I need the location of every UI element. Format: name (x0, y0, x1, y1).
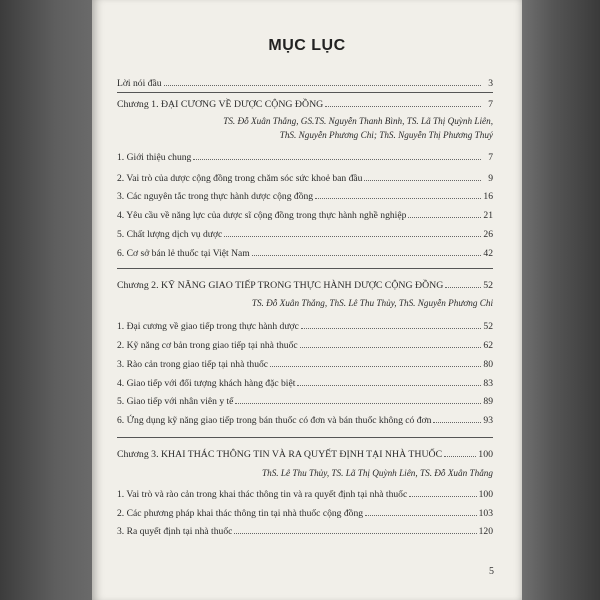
toc-section-page: 52 (483, 321, 493, 332)
leader-dots (409, 496, 476, 497)
toc-section[interactable] (117, 356, 493, 370)
toc-section[interactable] (117, 412, 493, 426)
author-line: TS. Đỗ Xuân Thắng, ThS. Lê Thu Thủy, ThS. Nguyễn Phương Chi (251, 298, 493, 308)
toc-section-page: 93 (483, 415, 493, 426)
toc-section[interactable] (117, 226, 493, 240)
chapter-authors (223, 114, 493, 142)
leader-dots (234, 533, 476, 534)
toc-section-page: 80 (483, 359, 493, 370)
toc-section-label: 4. Yêu cầu về năng lực của dược sĩ cộng đồng trong thực hành nghề nghiệp (117, 210, 407, 221)
toc-section-page: 89 (483, 396, 493, 407)
page-title: MỤC LỤC (268, 37, 346, 54)
toc-section[interactable] (117, 207, 493, 221)
toc-chapter-label: Chương 1. ĐẠI CƯƠNG VỀ DƯỢC CỘNG ĐỒNG (117, 99, 324, 110)
toc-section[interactable] (117, 523, 493, 537)
toc-section[interactable] (117, 149, 493, 163)
leader-dots (315, 198, 481, 199)
toc-chapter-page: 100 (478, 449, 493, 460)
toc-section-page: 100 (478, 489, 493, 500)
toc-entry-page: 3 (488, 78, 493, 89)
toc-section-label: 6. Cơ sở bán lẻ thuốc tại Việt Nam (117, 248, 250, 259)
toc-section-page: 16 (483, 191, 493, 202)
toc-chapter-label: Chương 3. KHAI THÁC THÔNG TIN VÀ RA QUYẾT ĐỊNH TẠI NHÀ THUỐC (117, 449, 443, 460)
toc-section-label: 1. Đại cương về giao tiếp trong thực hành dược (117, 321, 299, 332)
toc-section-label: 6. Ứng dụng kỹ năng giao tiếp trong bán thuốc có đơn và bán thuốc không có đơn (117, 415, 432, 426)
leader-dots (444, 456, 476, 457)
leader-dots (445, 287, 481, 288)
chapter-authors (262, 466, 493, 480)
toc-section-page: 62 (483, 340, 493, 351)
toc-section-label: 4. Giao tiếp với đối tượng khách hàng đặc biệt (117, 378, 296, 389)
author-line: ThS. Nguyễn Phương Chi; ThS. Nguyễn Thị Phương Thuý (279, 130, 493, 140)
leader-dots (408, 217, 481, 218)
separator-line (117, 92, 493, 93)
toc-section-page: 7 (488, 152, 493, 163)
chapter-authors (252, 296, 493, 310)
page-number: 5 (489, 566, 494, 577)
toc-section[interactable] (117, 245, 493, 259)
toc-section[interactable] (117, 486, 493, 500)
toc-chapter-page: 52 (483, 280, 493, 291)
toc-section[interactable] (117, 170, 493, 184)
toc-section-page: 21 (483, 210, 493, 221)
leader-dots (433, 422, 481, 423)
toc-section-label: 1. Vai trò và rào cản trong khai thác thông tin và ra quyết định tại nhà thuốc (117, 489, 408, 500)
toc-section-page: 26 (483, 229, 493, 240)
toc-chapter-label: Chương 2. KỸ NĂNG GIAO TIẾP TRONG THỰC HÀNH DƯỢC CỘNG ĐỒNG (117, 280, 444, 291)
leader-dots (235, 403, 481, 404)
leader-dots (193, 159, 481, 160)
leader-dots (301, 328, 481, 329)
toc-section-label: 1. Giới thiệu chung (117, 152, 192, 163)
leader-dots (164, 85, 481, 86)
toc-section-label: 5. Chất lượng dịch vụ dược (117, 229, 223, 240)
toc-chapter-3[interactable] (117, 446, 493, 460)
toc-section-page: 83 (483, 378, 493, 389)
toc-entry-label: Lời nói đầu (117, 78, 162, 89)
toc-section[interactable] (117, 318, 493, 332)
toc-section-page: 103 (478, 508, 493, 519)
toc-section[interactable] (117, 375, 493, 389)
separator-line (117, 268, 493, 269)
toc-entry-preface[interactable] (117, 75, 493, 89)
toc-section[interactable] (117, 505, 493, 519)
toc-section-label: 2. Vai trò của dược cộng đồng trong chăm sóc sức khoẻ ban đầu (117, 173, 363, 184)
toc-section-label: 3. Ra quyết định tại nhà thuốc (117, 526, 233, 537)
leader-dots (364, 180, 481, 181)
toc-section-page: 42 (483, 248, 493, 259)
leader-dots (300, 347, 481, 348)
toc-section-page: 9 (488, 173, 493, 184)
toc-section[interactable] (117, 188, 493, 202)
toc-section-label: 5. Giao tiếp với nhân viên y tế (117, 396, 234, 407)
author-line: TS. Đỗ Xuân Thắng, GS.TS. Nguyễn Thanh Bình, TS. Lã Thị Quỳnh Liên, (223, 116, 493, 126)
leader-dots (297, 385, 481, 386)
leader-dots (325, 106, 481, 107)
toc-section-label: 3. Các nguyên tắc trong thực hành dược cộng đồng (117, 191, 314, 202)
leader-dots (270, 366, 481, 367)
toc-section[interactable] (117, 393, 493, 407)
toc-section-label: 3. Rào cản trong giao tiếp tại nhà thuốc (117, 359, 269, 370)
background-right (522, 0, 600, 600)
toc-section[interactable] (117, 337, 493, 351)
toc-chapter-page: 7 (488, 99, 493, 110)
leader-dots (224, 236, 481, 237)
toc-chapter-2[interactable] (117, 277, 493, 291)
toc-section-page: 120 (478, 526, 493, 537)
separator-line (117, 437, 493, 438)
leader-dots (365, 515, 477, 516)
book-page (92, 0, 522, 600)
toc-section-label: 2. Các phương pháp khai thác thông tin tại nhà thuốc cộng đồng (117, 508, 364, 519)
background-left (0, 0, 92, 600)
leader-dots (252, 255, 481, 256)
toc-chapter-1[interactable] (117, 96, 493, 110)
toc-section-label: 2. Kỹ năng cơ bản trong giao tiếp tại nhà thuốc (117, 340, 298, 351)
author-line: ThS. Lê Thu Thủy, TS. Lã Thị Quỳnh Liên, TS. Đỗ Xuân Thắng (262, 468, 493, 478)
